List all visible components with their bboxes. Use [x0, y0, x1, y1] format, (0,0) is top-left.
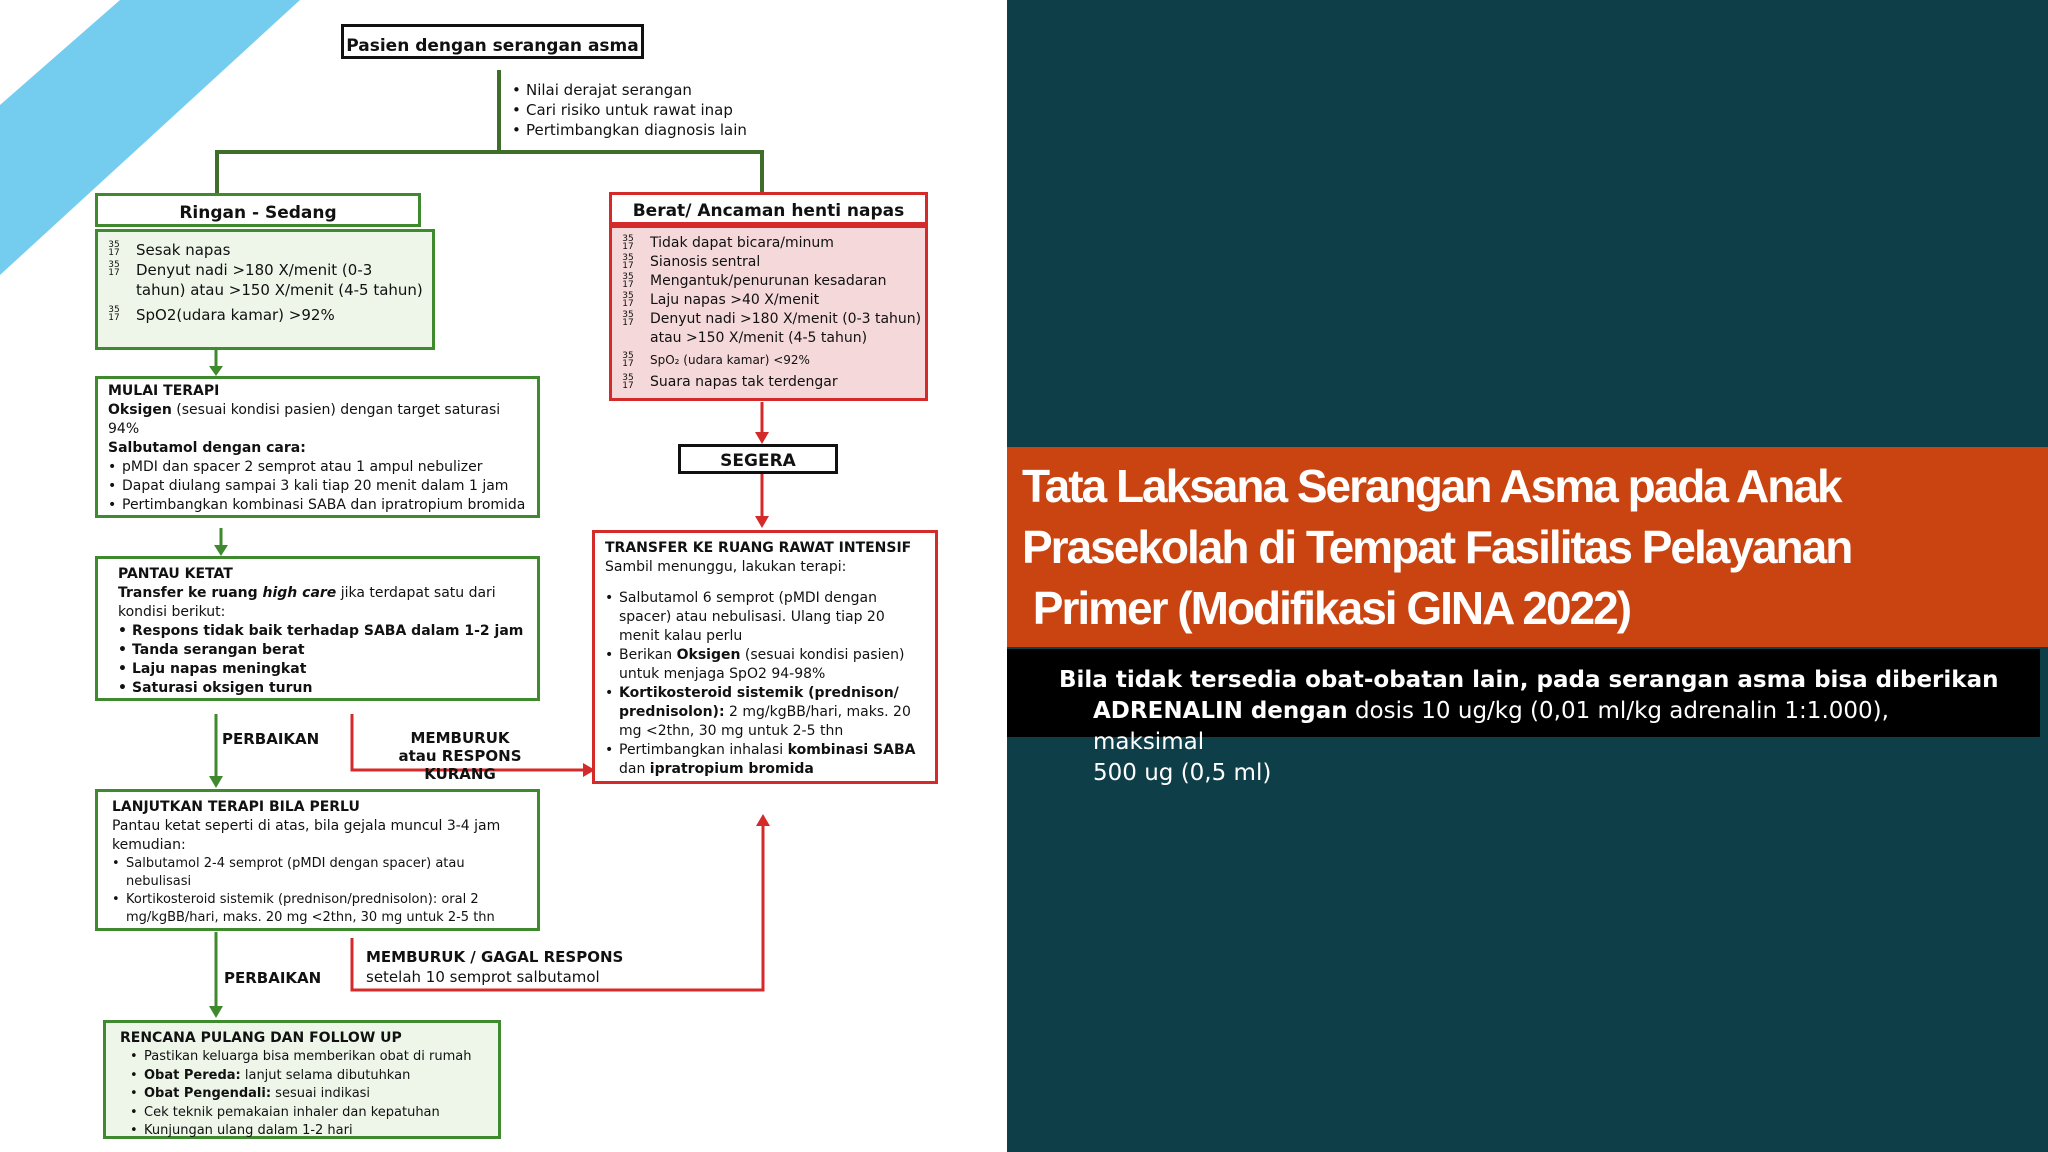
transfer-subtitle: Sambil menunggu, lakukan terapi: [605, 559, 847, 575]
pantau-ketat-list [118, 622, 531, 698]
list-item: • Cari risiko untuk rawat inap [512, 100, 812, 120]
item-text: Sesak napas [136, 241, 231, 259]
intro-c: jika terdapat satu dari kondisi berikut: [118, 585, 496, 620]
list-item: • Nilai derajat serangan [512, 80, 812, 100]
note-line-1: Bila tidak tersedia obat-obatan lain, pada serangan asma bisa diberikan [1059, 667, 1999, 693]
oksigen-line [108, 401, 531, 439]
item-text: Denyut nadi >180 X/menit (0-3 tahun) atau >150 X/menit (4-5 tahun) [136, 261, 423, 299]
list-item [618, 234, 923, 253]
item-text: SpO2(udara kamar) >92% [136, 306, 335, 324]
heading-line: Tata Laksana Serangan Asma pada Anak [1022, 460, 1841, 512]
b2-b: Oksigen [676, 647, 741, 663]
list-item: • Cek teknik pemakaian inhaler dan kepatuhan [130, 1104, 494, 1123]
note-bold: ADRENALIN dengan [1093, 698, 1348, 724]
list-item [104, 240, 426, 260]
b4-c: dan [619, 761, 650, 777]
list-item [104, 260, 426, 300]
adrenalin-note [1059, 665, 1999, 789]
memburuk-2-line1: MEMBURUK / GAGAL RESPONS [366, 948, 624, 966]
oksigen-label: Oksigen [108, 402, 172, 418]
list-item [618, 253, 923, 272]
item-text: Suara napas tak terdengar [650, 374, 838, 390]
list-item [618, 373, 923, 392]
mild-criteria-list [104, 240, 426, 325]
list-item: • Pertimbangkan kombinasi SABA dan ipratropium bromida [108, 496, 531, 515]
item-text: Mengantuk/penurunan kesadaran [650, 273, 887, 289]
b3-a: Kortikosteroid sistemik (prednison/ prednisolon): [619, 685, 899, 720]
list-item [104, 305, 426, 325]
memburuk-label-2 [366, 947, 623, 987]
list-item: • Salbutamol 2-4 semprot (pMDI dengan spacer) atau nebulisasi [112, 855, 533, 891]
note-line-2 [1059, 696, 1999, 758]
item-text: Denyut nadi >180 X/menit (0-3 tahun) atau >150 X/menit (4-5 tahun) [650, 311, 922, 346]
list-item: • Respons tidak baik terhadap SABA dalam 1-2 jam [118, 622, 531, 641]
list-item: • Pertimbangkan diagnosis lain [512, 120, 812, 140]
b3-a: Obat Pengendali: [144, 1086, 272, 1101]
transfer-list [605, 589, 925, 779]
flowchart-panel [0, 0, 1007, 1152]
list-item [130, 1067, 494, 1086]
b4-a: Pertimbangkan inhalasi [619, 742, 788, 758]
perbaikan-label-2: PERBAIKAN [224, 969, 322, 987]
marker: 35 17 [622, 310, 634, 328]
mulai-terapi-title: MULAI TERAPI [108, 383, 220, 399]
marker: 35 17 [622, 373, 634, 391]
segera-label: SEGERA [720, 451, 796, 471]
memburuk-1-line2: atau RESPONS KURANG [398, 747, 522, 783]
transfer-box [592, 530, 938, 784]
intro-b: high care [262, 585, 337, 601]
memburuk-1-line1: MEMBURUK [410, 729, 510, 747]
severe-criteria-box [609, 225, 928, 401]
b4-d: ipratropium bromida [649, 761, 814, 777]
assessment-list [512, 80, 812, 140]
marker: 35 17 [108, 240, 120, 258]
pantau-ketat-title: PANTAU KETAT [118, 566, 233, 582]
intro-a: Transfer ke ruang [118, 585, 263, 601]
b3-b: 2 mg/kgBB/hari, maks. 20 mg <2thn, 30 mg untuk 2-5 thn [619, 704, 911, 739]
list-item: • Salbutamol 6 semprot (pMDI dengan spacer) atau nebulisasi. Ulang tiap 20 menit kalau perlu [605, 589, 925, 646]
patient-box-title: Pasien dengan serangan asma [346, 36, 639, 56]
item-text: SpO₂ (udara kamar) <92% [650, 353, 810, 367]
b4-b: kombinasi SABA [787, 742, 916, 758]
list-item: • Saturasi oksigen turun [118, 679, 531, 698]
transfer-title: TRANSFER KE RUANG RAWAT INTENSIF [605, 540, 912, 556]
list-item: • Laju napas meningkat [118, 660, 531, 679]
mulai-terapi-box [95, 376, 540, 518]
severe-criteria-list [618, 234, 923, 392]
marker: 35 17 [108, 260, 120, 278]
marker: 35 17 [108, 305, 120, 323]
pantau-ketat-box [95, 556, 540, 701]
heading-line: Prasekolah di Tempat Fasilitas Pelayanan [1022, 521, 1852, 573]
list-item: • pMDI dan spacer 2 semprot atau 1 ampul nebulizer [108, 458, 531, 477]
item-text: Laju napas >40 X/menit [650, 292, 820, 308]
mild-title: Ringan - Sedang [179, 203, 337, 223]
perbaikan-label-1: PERBAIKAN [222, 730, 320, 748]
b2-a: Berikan [619, 647, 677, 663]
pantau-ketat-intro [118, 584, 531, 622]
memburuk-2-line2: setelah 10 semprot salbutamol [366, 968, 600, 986]
severe-title: Berat/ Ancaman henti napas [632, 201, 905, 221]
list-item: • Pastikan keluarga bisa memberikan obat di rumah [130, 1048, 494, 1067]
mulai-terapi-list [108, 458, 531, 515]
b2-a: Obat Pereda: [144, 1067, 241, 1083]
note-line-3: 500 ug (0,5 ml) [1093, 760, 1272, 786]
b3-b: sesuai indikasi [271, 1086, 371, 1101]
oksigen-text: (sesuai kondisi pasien) dengan target saturasi 94% [108, 402, 501, 437]
rencana-list [130, 1048, 494, 1141]
b2-b: lanjut selama dibutuhkan [240, 1067, 411, 1083]
b2-c: (sesuai kondisi pasien) untuk menjaga SpO2 94-98% [619, 647, 905, 682]
list-item: • Kunjungan ulang dalam 1-2 hari [130, 1122, 494, 1141]
slide-heading [1022, 456, 2042, 639]
list-item: • Tanda serangan berat [118, 641, 531, 660]
severe-title-box [609, 192, 928, 225]
marker: 35 17 [622, 272, 634, 290]
mild-title-box [95, 193, 421, 227]
item-text: Sianosis sentral [650, 254, 761, 270]
mild-criteria-box [95, 229, 435, 350]
list-item [130, 1085, 494, 1104]
marker: 35 17 [622, 351, 634, 369]
list-item: • Kortikosteroid sistemik (prednison/prednisolon): oral 2 mg/kgBB/hari, maks. 20 mg <2thn, 30 mg untuk 2-5 thn [112, 891, 533, 927]
marker: 35 17 [622, 234, 634, 252]
memburuk-label-1 [365, 729, 555, 783]
list-item [618, 351, 923, 370]
rencana-pulang-box [103, 1020, 501, 1139]
segera-box [678, 444, 838, 474]
marker: 35 17 [622, 253, 634, 271]
salbutamol-heading: Salbutamol dengan cara: [108, 440, 306, 456]
heading-line: Primer (Modifikasi GINA 2022) [1022, 582, 1631, 634]
list-item [618, 310, 923, 348]
list-item [605, 741, 925, 779]
slide-panel [1007, 0, 2048, 1152]
lanjutkan-title: LANJUTKAN TERAPI BILA PERLU [112, 799, 360, 815]
lanjutkan-intro: Pantau ketat seperti di atas, bila gejala muncul 3-4 jam kemudian: [112, 818, 501, 853]
list-item: • Dapat diulang sampai 3 kali tiap 20 menit dalam 1 jam [108, 477, 531, 496]
list-item [618, 272, 923, 291]
note-dose: dosis 10 ug/kg (0,01 ml/kg adrenalin 1:1.000), maksimal [1093, 698, 1889, 755]
list-item [605, 646, 925, 684]
rencana-title: RENCANA PULANG DAN FOLLOW UP [120, 1030, 402, 1046]
item-text: Tidak dapat bicara/minum [650, 235, 834, 251]
lanjutkan-terapi-box [95, 789, 540, 931]
lanjutkan-list [112, 855, 533, 927]
list-item [605, 684, 925, 741]
list-item [618, 291, 923, 310]
patient-box [341, 24, 644, 59]
marker: 35 17 [622, 291, 634, 309]
